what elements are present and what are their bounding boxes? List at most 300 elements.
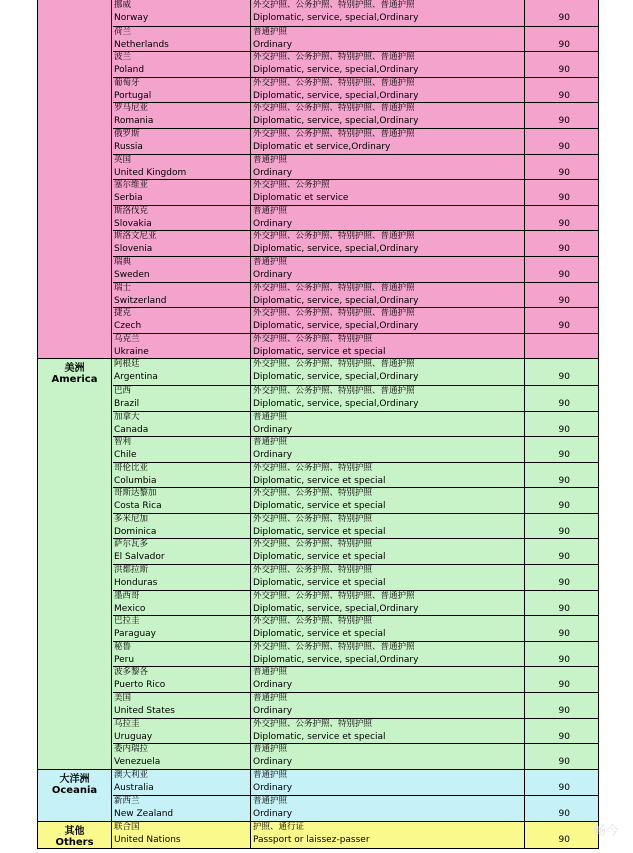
country-cn: 墨西哥 (114, 590, 140, 601)
stay-days: 90 (558, 90, 570, 101)
country-cn: 美国 (114, 693, 132, 704)
country-en: Columbia (114, 475, 157, 486)
stay-days: 90 (558, 141, 570, 152)
passport-type-en: Diplomatic, service et special (253, 501, 386, 512)
days-cell (525, 744, 598, 769)
country-cn: 萨尔瓦多 (114, 539, 149, 550)
days-cell (525, 412, 598, 437)
country-en: Argentina (114, 372, 158, 383)
passport-type-cn: 外交护照、公务护照、特别护照、普通护照 (253, 77, 415, 88)
region-name-en: Oceania (51, 784, 98, 796)
table-row (113, 26, 598, 52)
passport-type-cell (251, 129, 525, 154)
country-en: Puerto Rico (114, 680, 166, 691)
passport-type-en: Diplomatic, service et special (253, 475, 386, 486)
country-en: Chile (114, 450, 137, 461)
passport-type-cn: 外交护照、公务护照、特别护照 (253, 539, 373, 550)
passport-type-en: Diplomatic, service, special,Ordinary (253, 90, 419, 101)
passport-type-cell (251, 539, 525, 564)
passport-type-en: Diplomatic, service, special,Ordinary (253, 372, 419, 383)
passport-type-cell (251, 642, 525, 667)
stay-days: 90 (558, 295, 570, 306)
passport-type-cn: 外交护照、公务护照、特别护照、普通护照 (253, 128, 415, 139)
country-cn: 俄罗斯 (114, 128, 140, 139)
days-cell (525, 155, 598, 180)
region-label (38, 770, 112, 821)
passport-type-en: Ordinary (253, 167, 293, 178)
passport-type-cn: 护照、通行证 (253, 822, 305, 832)
passport-type-cell (251, 667, 525, 692)
visa-table (37, 0, 599, 849)
country-cell (113, 129, 251, 154)
table-row (113, 743, 598, 769)
passport-type-cell (251, 770, 525, 796)
country-cn: 秘鲁 (114, 641, 132, 652)
passport-type-cell (251, 591, 525, 616)
table-row (113, 256, 598, 282)
country-cn: 新西兰 (114, 796, 140, 807)
region-name-cn: 大洋洲 (59, 773, 90, 785)
passport-type-en: Diplomatic, service, special,Ordinary (253, 13, 419, 23)
country-cell (113, 0, 251, 26)
country-cn: 塞尔维亚 (114, 180, 149, 191)
country-en: Norway (114, 13, 149, 23)
days-cell (525, 52, 598, 77)
passport-type-cell (251, 437, 525, 462)
table-row (113, 564, 598, 590)
passport-type-cn: 普通护照 (253, 26, 288, 37)
passport-type-cell (251, 796, 525, 821)
region-name-cn: 其他 (64, 826, 85, 837)
table-row (113, 770, 598, 796)
country-cell (113, 591, 251, 616)
days-cell (525, 334, 598, 359)
country-en: Poland (114, 65, 145, 76)
country-en: United States (114, 706, 175, 717)
region-label (38, 0, 112, 358)
country-en: New Zealand (114, 809, 174, 820)
passport-type-cn: 外交护照、公务护照、特别护照、普通护照 (253, 52, 415, 63)
country-cn: 乌克兰 (114, 333, 140, 344)
passport-type-cn: 外交护照、公务护照、特别护照 (253, 616, 373, 627)
country-en: United Nations (114, 835, 181, 845)
days-cell (525, 103, 598, 128)
passport-type-en: Ordinary (253, 39, 293, 50)
passport-type-en: Diplomatic et service,Ordinary (253, 141, 391, 152)
table-row (113, 385, 598, 411)
country-cn: 罗马尼亚 (114, 103, 149, 114)
passport-type-en: Diplomatic, service, special,Ordinary (253, 603, 419, 614)
country-en: Peru (114, 654, 135, 665)
country-en: Netherlands (114, 39, 169, 50)
table-row (113, 692, 598, 718)
passport-type-cell (251, 463, 525, 488)
days-cell (525, 0, 598, 26)
country-cn: 波兰 (114, 52, 132, 63)
stay-days: 90 (558, 578, 570, 589)
days-cell (525, 565, 598, 590)
country-cn: 加拿大 (114, 411, 140, 422)
days-cell (525, 386, 598, 411)
stay-days: 90 (558, 757, 570, 768)
stay-days: 90 (558, 398, 570, 409)
region-name-en: America (51, 374, 98, 386)
days-cell (525, 180, 598, 205)
passport-type-cn: 外交护照、公务护照、特别护照、普通护照 (253, 282, 415, 293)
country-cn: 哥斯达黎加 (114, 488, 157, 499)
country-en: El Salvador (114, 552, 165, 563)
days-cell (525, 822, 598, 848)
country-cell (113, 796, 251, 821)
stay-days: 90 (558, 244, 570, 255)
stay-days: 90 (558, 424, 570, 435)
country-en: Canada (114, 424, 149, 435)
stay-days: 90 (558, 167, 570, 178)
country-en: Venezuela (114, 757, 161, 768)
region-label (38, 359, 112, 769)
stay-days: 90 (558, 809, 570, 820)
days-cell (525, 206, 598, 231)
country-en: Slovenia (114, 244, 153, 255)
stay-days: 90 (558, 475, 570, 486)
table-row (113, 513, 598, 539)
passport-type-cell (251, 231, 525, 256)
country-en: Brazil (114, 398, 140, 409)
passport-type-cn: 普通护照 (253, 744, 288, 755)
days-cell (525, 463, 598, 488)
table-row (113, 333, 598, 359)
stay-days: 90 (558, 116, 570, 127)
passport-type-en: Diplomatic, service et special (253, 731, 386, 742)
days-cell (525, 591, 598, 616)
passport-type-en: Diplomatic, service, special,Ordinary (253, 654, 419, 665)
country-en: Slovakia (114, 218, 152, 229)
passport-type-cell (251, 103, 525, 128)
stay-days: 90 (558, 269, 570, 280)
country-cn: 智利 (114, 437, 132, 448)
passport-type-cell (251, 155, 525, 180)
passport-type-cn: 普通护照 (253, 256, 288, 267)
passport-type-en: Diplomatic, service et special (253, 578, 386, 589)
passport-type-cell (251, 52, 525, 77)
passport-type-en: Diplomatic, service, special,Ordinary (253, 244, 419, 255)
stay-days: 90 (558, 321, 570, 332)
table-row (113, 795, 598, 821)
days-cell (525, 27, 598, 52)
table-row (113, 205, 598, 231)
country-cell (113, 180, 251, 205)
country-cell (113, 565, 251, 590)
days-cell (525, 667, 598, 692)
country-cn: 荷兰 (114, 26, 132, 37)
country-cell (113, 693, 251, 718)
passport-type-cn: 普通护照 (253, 769, 288, 780)
passport-type-cn: 外交护照、公务护照、特别护照 (253, 488, 373, 499)
country-en: Sweden (114, 269, 150, 280)
country-cell (113, 539, 251, 564)
country-cell (113, 719, 251, 744)
table-row (113, 436, 598, 462)
days-cell (525, 539, 598, 564)
country-cell (113, 437, 251, 462)
passport-type-cn: 外交护照、公务护照、特别护照 (253, 333, 373, 344)
table-row (113, 666, 598, 692)
days-cell (525, 437, 598, 462)
passport-type-en: Diplomatic, service et special (253, 629, 386, 640)
country-cell (113, 616, 251, 641)
passport-type-cn: 外交护照、公务护照、特别护照、普通护照 (253, 231, 415, 242)
passport-type-cell (251, 693, 525, 718)
passport-type-cn: 普通护照 (253, 796, 288, 807)
passport-type-cn: 外交护照、公务护照、特别护照、普通护照 (253, 641, 415, 652)
passport-type-cell (251, 386, 525, 411)
passport-type-en: Diplomatic, service, special,Ordinary (253, 116, 419, 127)
stay-days: 90 (558, 782, 570, 793)
days-cell (525, 770, 598, 796)
table-row (113, 230, 598, 256)
table-row (113, 77, 598, 103)
table-row (113, 487, 598, 513)
passport-type-cell (251, 78, 525, 103)
passport-type-cn: 普通护照 (253, 205, 288, 216)
passport-type-en: Diplomatic, service et special (253, 552, 386, 563)
region-group-oceania (37, 769, 599, 821)
country-en: Romania (114, 116, 154, 127)
passport-type-en: Ordinary (253, 269, 293, 280)
country-cell (113, 463, 251, 488)
passport-type-en: Diplomatic, service, special,Ordinary (253, 295, 419, 306)
country-cn: 捷克 (114, 308, 132, 319)
stay-days: 90 (558, 372, 570, 383)
stay-days: 90 (558, 13, 570, 23)
table-row (113, 822, 598, 848)
stay-days: 90 (558, 603, 570, 614)
country-en: Switzerland (114, 295, 167, 306)
passport-type-cell (251, 719, 525, 744)
passport-type-cell (251, 283, 525, 308)
country-cell (113, 27, 251, 52)
table-row (113, 359, 598, 385)
passport-type-en: Diplomatic, service, special,Ordinary (253, 398, 419, 409)
country-cn: 波多黎各 (114, 667, 149, 678)
table-row (113, 590, 598, 616)
stay-days: 90 (558, 731, 570, 742)
table-row (113, 128, 598, 154)
days-cell (525, 257, 598, 282)
country-cell (113, 257, 251, 282)
passport-type-cell (251, 616, 525, 641)
table-row (113, 282, 598, 308)
passport-type-cn: 普通护照 (253, 154, 288, 165)
country-cell (113, 359, 251, 385)
country-cell (113, 642, 251, 667)
passport-type-en: Ordinary (253, 680, 293, 691)
days-cell (525, 359, 598, 385)
days-cell (525, 693, 598, 718)
table-row (113, 51, 598, 77)
country-cell (113, 488, 251, 513)
country-cell (113, 770, 251, 796)
table-row (113, 102, 598, 128)
country-en: Mexico (114, 603, 146, 614)
stay-days: 90 (558, 218, 570, 229)
table-row (113, 179, 598, 205)
table-row (113, 718, 598, 744)
country-cn: 委内瑞拉 (114, 744, 149, 755)
passport-type-cn: 外交护照、公务护照、特别护照、普通护照 (253, 0, 415, 10)
region-name-en: Others (55, 837, 94, 848)
country-cell (113, 206, 251, 231)
passport-type-cn: 外交护照、公务护照、特别护照 (253, 462, 373, 473)
country-cn: 瑞士 (114, 282, 132, 293)
table-row (113, 411, 598, 437)
country-cell (113, 412, 251, 437)
passport-type-en: Passport or laissez-passer (253, 835, 370, 845)
passport-type-cn: 外交护照、公务护照、特别护照、普通护照 (253, 385, 415, 396)
country-cn: 英国 (114, 154, 132, 165)
passport-type-en: Diplomatic, service, special,Ordinary (253, 65, 419, 76)
passport-type-en: Ordinary (253, 450, 293, 461)
stay-days: 90 (558, 835, 570, 845)
country-cell (113, 744, 251, 769)
country-en: Paraguay (114, 629, 157, 640)
days-cell (525, 283, 598, 308)
country-cn: 斯洛伐克 (114, 205, 149, 216)
country-cn: 哥伦比亚 (114, 462, 149, 473)
country-cn: 洪都拉斯 (114, 565, 149, 576)
region-label (38, 822, 112, 848)
days-cell (525, 78, 598, 103)
country-en: Costa Rica (114, 501, 162, 512)
country-cell (113, 103, 251, 128)
passport-type-cn: 外交护照、公务护照、特别护照 (253, 718, 373, 729)
country-cell (113, 78, 251, 103)
country-cn: 多米尼加 (114, 513, 149, 524)
country-cell (113, 822, 251, 848)
country-cn: 葡萄牙 (114, 77, 140, 88)
passport-type-cn: 普通护照 (253, 437, 288, 448)
country-cn: 瑞典 (114, 256, 132, 267)
table-row (113, 0, 598, 26)
country-en: Ukraine (114, 346, 149, 357)
stay-days: 90 (558, 526, 570, 537)
passport-type-cell (251, 359, 525, 385)
passport-type-en: Ordinary (253, 424, 293, 435)
passport-type-cell (251, 334, 525, 359)
region-name-cn: 美洲 (64, 363, 85, 375)
passport-type-en: Ordinary (253, 218, 293, 229)
passport-type-cell (251, 744, 525, 769)
days-cell (525, 642, 598, 667)
region-group-europe (37, 0, 599, 358)
table-row (113, 462, 598, 488)
stay-days: 90 (558, 450, 570, 461)
table-row (113, 154, 598, 180)
country-cell (113, 231, 251, 256)
passport-type-cell (251, 488, 525, 513)
passport-type-cn: 外交护照、公务护照、特别护照 (253, 513, 373, 524)
passport-type-cn: 外交护照、公务护照、特别护照、普通护照 (253, 308, 415, 319)
days-cell (525, 719, 598, 744)
passport-type-cell (251, 257, 525, 282)
passport-type-cn: 普通护照 (253, 667, 288, 678)
stay-days: 90 (558, 680, 570, 691)
stay-days: 90 (558, 654, 570, 665)
table-bottom-border (37, 848, 599, 849)
passport-type-cell (251, 514, 525, 539)
passport-type-en: Ordinary (253, 706, 293, 717)
table-row (113, 615, 598, 641)
table-row (113, 641, 598, 667)
passport-type-cell (251, 412, 525, 437)
passport-type-en: Ordinary (253, 809, 293, 820)
country-cell (113, 283, 251, 308)
country-cn: 澳大利亚 (114, 769, 149, 780)
passport-type-en: Diplomatic, service et special (253, 346, 386, 357)
passport-type-en: Diplomatic et service (253, 193, 349, 204)
country-en: Serbia (114, 193, 143, 204)
passport-type-cell (251, 0, 525, 26)
region-group-america (37, 358, 599, 769)
country-cn: 斯洛文尼亚 (114, 231, 157, 242)
country-cn: 阿根廷 (114, 359, 140, 370)
table-row (113, 538, 598, 564)
table-row (113, 307, 598, 333)
stay-days: 90 (558, 706, 570, 717)
passport-type-en: Diplomatic, service, special,Ordinary (253, 321, 419, 332)
days-cell (525, 514, 598, 539)
region-group-others (37, 821, 599, 848)
days-cell (525, 488, 598, 513)
passport-type-cn: 外交护照、公务护照、特别护照、普通护照 (253, 359, 415, 370)
country-cell (113, 155, 251, 180)
passport-type-cell (251, 27, 525, 52)
passport-type-cell (251, 308, 525, 333)
passport-type-cn: 外交护照、公务护照、特别护照、普通护照 (253, 590, 415, 601)
country-cn: 乌拉圭 (114, 718, 140, 729)
country-cn: 巴拉圭 (114, 616, 140, 627)
passport-type-en: Ordinary (253, 782, 293, 793)
country-en: United Kingdom (114, 167, 187, 178)
days-cell (525, 616, 598, 641)
passport-type-cell (251, 822, 525, 848)
stay-days: 90 (558, 39, 570, 50)
country-cell (113, 386, 251, 411)
stay-days: 90 (558, 629, 570, 640)
watermark: 畅今 (592, 824, 619, 839)
stay-days: 90 (558, 65, 570, 76)
passport-type-cn: 普通护照 (253, 693, 288, 704)
days-cell (525, 796, 598, 821)
country-en: Russia (114, 141, 143, 152)
passport-type-cell (251, 206, 525, 231)
passport-type-cn: 外交护照、公务护照、特别护照 (253, 565, 373, 576)
country-en: Australia (114, 782, 154, 793)
days-cell (525, 308, 598, 333)
country-cell (113, 514, 251, 539)
country-cell (113, 52, 251, 77)
country-cn: 巴西 (114, 385, 132, 396)
stay-days: 90 (558, 552, 570, 563)
country-cn: 联合国 (114, 822, 140, 832)
country-en: Portugal (114, 90, 152, 101)
passport-type-cell (251, 565, 525, 590)
days-cell (525, 231, 598, 256)
stay-days: 90 (558, 501, 570, 512)
passport-type-en: Diplomatic, service et special (253, 526, 386, 537)
passport-type-cn: 普通护照 (253, 411, 288, 422)
passport-type-en: Ordinary (253, 757, 293, 768)
